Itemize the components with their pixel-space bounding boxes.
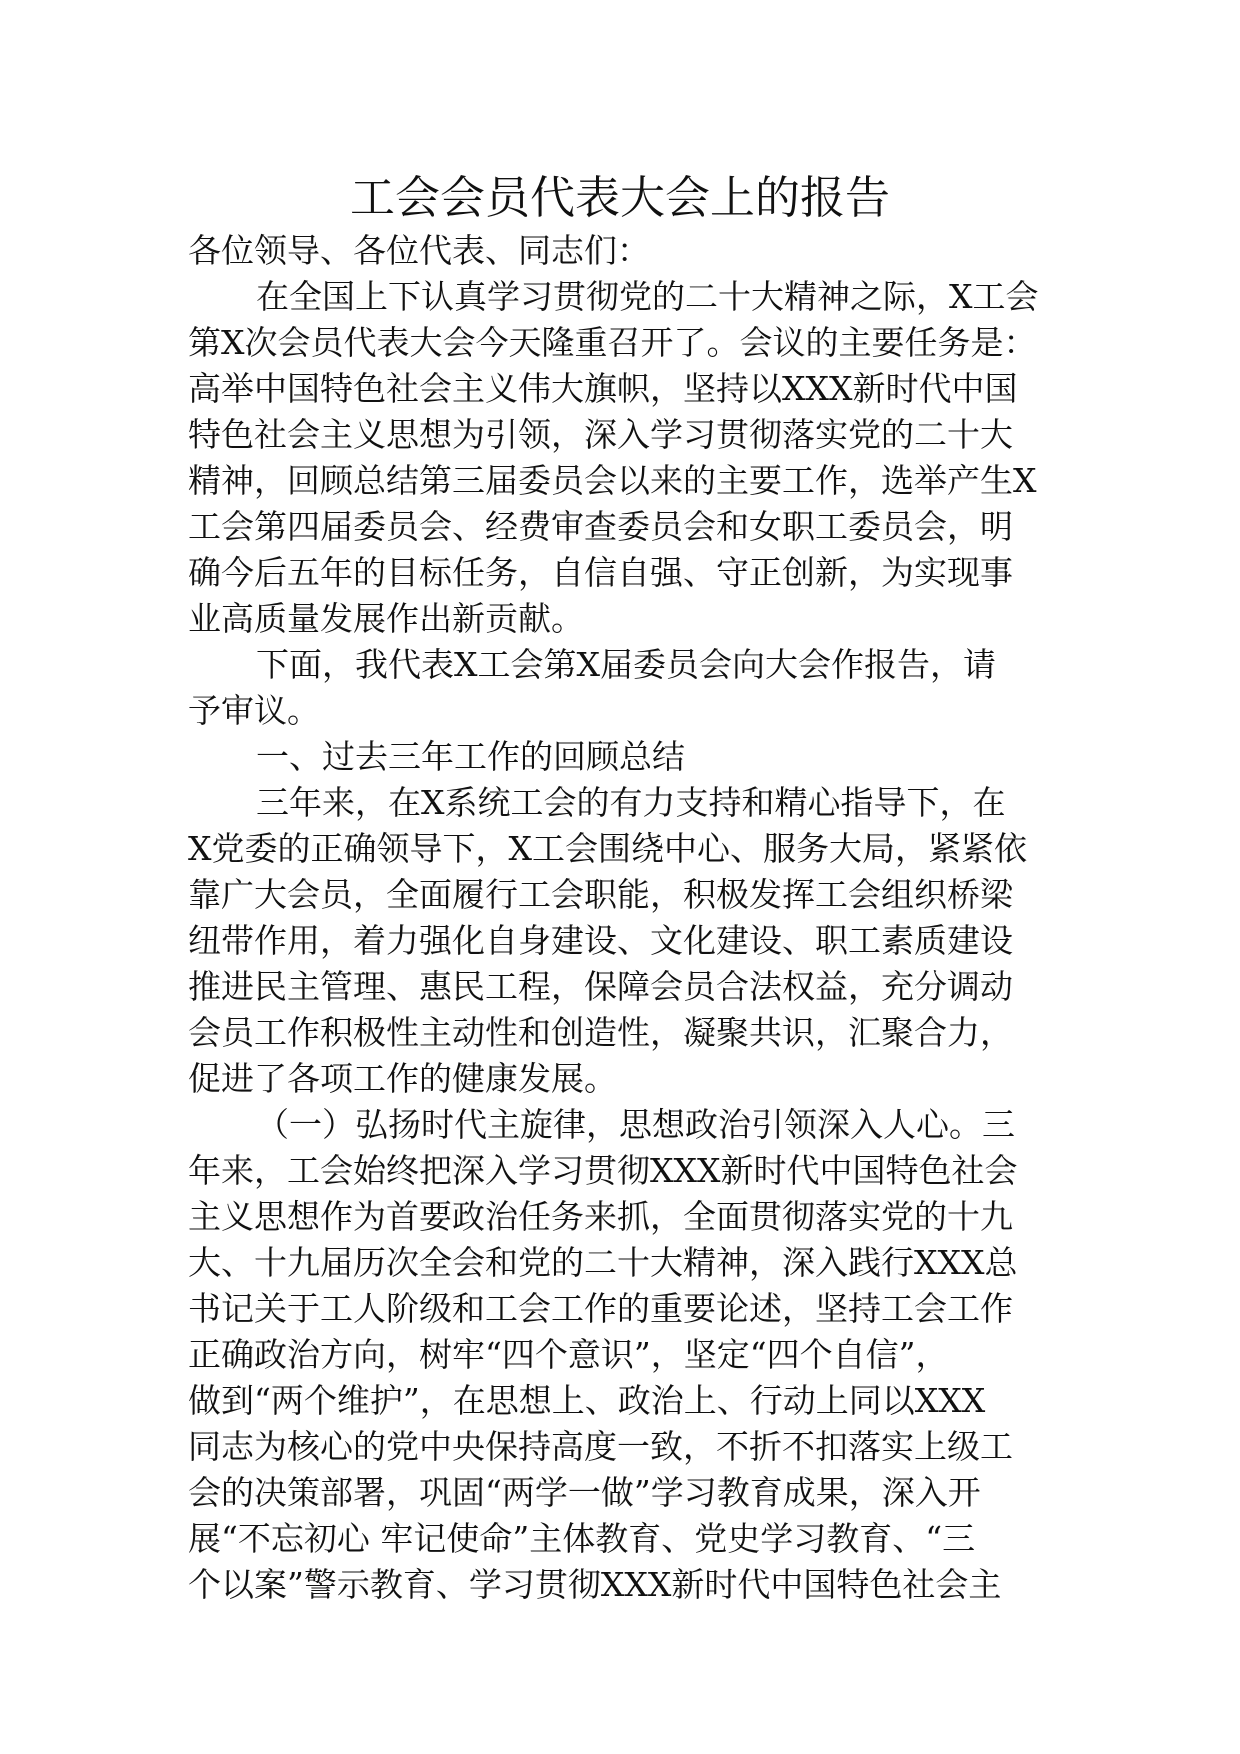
text-line: 促进了各项工作的健康发展。 — [188, 1059, 617, 1098]
text-line: 推进民主管理、惠民工程，保障会员合法权益，充分调动 — [188, 967, 1013, 1006]
text-line: 下面，我代表X工会第X届委员会向大会作报告，请 — [256, 645, 996, 684]
text-line: （一）弘扬时代主旋律，思想政治引领深入人心。三 — [256, 1105, 1015, 1144]
text-line: 展“不忘初心 牢记使命”主体教育、党史学习教育、“三 — [188, 1519, 976, 1558]
text-line: 各位领导、各位代表、同志们： — [188, 231, 650, 270]
text-line: 三年来，在X系统工会的有力支持和精心指导下，在 — [256, 783, 1006, 822]
text-line: 第X次会员代表大会今天隆重召开了。会议的主要任务是： — [188, 323, 1037, 362]
document-title: 工会会员代表大会上的报告 — [349, 171, 890, 224]
text-line: 主义思想作为首要政治任务来抓，全面贯彻落实党的十九 — [188, 1197, 1013, 1236]
text-line: 会员工作积极性主动性和创造性，凝聚共识，汇聚合力， — [188, 1013, 1013, 1052]
text-line: 予审议。 — [188, 691, 320, 730]
text-line: 特色社会主义思想为引领，深入学习贯彻落实党的二十大 — [188, 415, 1013, 454]
text-line: 业高质量发展作出新贡献。 — [188, 599, 584, 638]
text-line: 书记关于工人阶级和工会工作的重要论述，坚持工会工作 — [188, 1289, 1013, 1328]
text-line: 正确政治方向，树牢“四个意识”，坚定“四个自信”， — [188, 1335, 949, 1374]
text-line: 个以案”警示教育、学习贯彻XXX新时代中国特色社会主 — [188, 1565, 1002, 1604]
text-line: X党委的正确领导下，X工会围绕中心、服务大局，紧紧依 — [188, 829, 1027, 868]
text-line: 高举中国特色社会主义伟大旗帜，坚持以XXX新时代中国 — [188, 369, 1018, 408]
text-line: 确今后五年的目标任务，自信自强、守正创新，为实现事 — [188, 553, 1013, 592]
text-line: 做到“两个维护”，在思想上、政治上、行动上同以XXX — [188, 1381, 986, 1420]
text-line: 年来，工会始终把深入学习贯彻XXX新时代中国特色社会 — [188, 1151, 1018, 1190]
text-line: 在全国上下认真学习贯彻党的二十大精神之际，X工会 — [256, 277, 1039, 316]
text-line: 大、十九届历次全会和党的二十大精神，深入践行XXX总 — [188, 1243, 1018, 1282]
text-line: 工会第四届委员会、经费审查委员会和女职工委员会，明 — [188, 507, 1013, 546]
text-line: 纽带作用，着力强化自身建设、文化建设、职工素质建设 — [188, 921, 1013, 960]
text-line: 精神，回顾总结第三届委员会以来的主要工作，选举产生X — [188, 461, 1037, 500]
text-line: 会的决策部署，巩固“两学一做”学习教育成果，深入开 — [188, 1473, 981, 1512]
text-line: 同志为核心的党中央保持高度一致，不折不扣落实上级工 — [188, 1427, 1013, 1466]
text-line: 靠广大会员，全面履行工会职能，积极发挥工会组织桥梁 — [188, 875, 1013, 914]
text-line: 一、过去三年工作的回顾总结 — [256, 737, 685, 776]
